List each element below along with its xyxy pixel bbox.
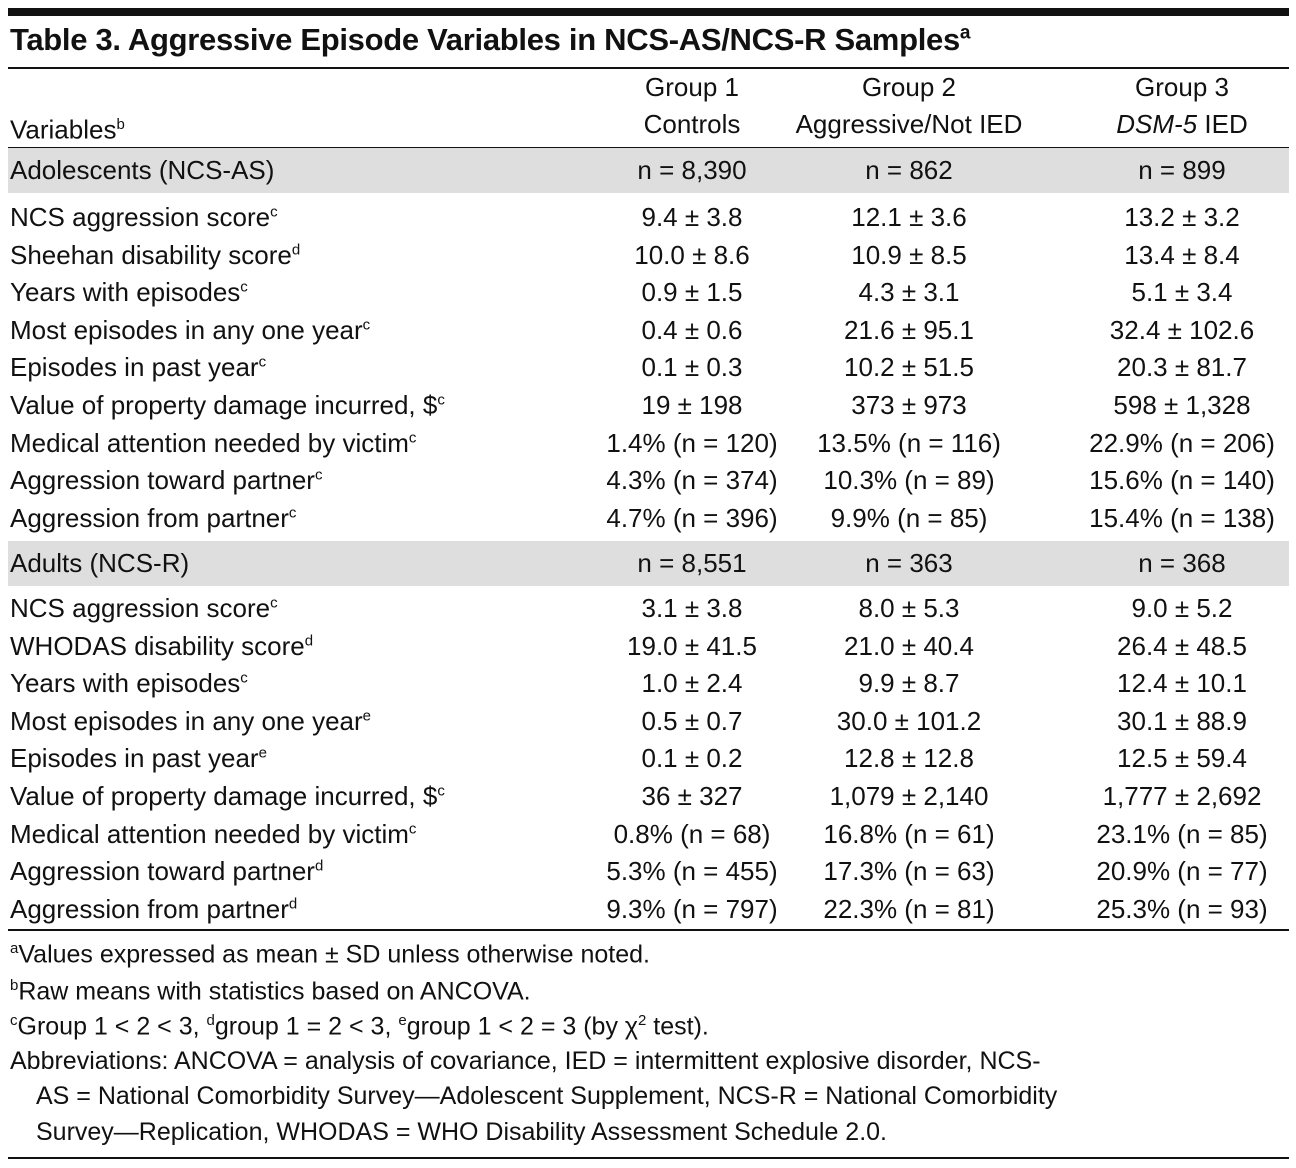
row-label-text: Value of property damage incurred, $ — [10, 781, 438, 811]
cell-group2: 10.2 ± 51.5 — [844, 352, 974, 382]
section-n-group3: n = 899 — [1138, 155, 1226, 185]
abbreviations-line3: Survey—Replication, WHODAS = WHO Disability Assessment Schedule 2.0. — [36, 1118, 888, 1146]
chi-square-exponent: 2 — [638, 1012, 647, 1029]
row-label-text: NCS aggression score — [10, 202, 271, 232]
footnote-c-mark: c — [10, 1012, 18, 1029]
cell-group3: 32.4 ± 102.6 — [1109, 315, 1255, 345]
cell-group3: 13.2 ± 3.2 — [1124, 202, 1240, 232]
section-n-group2: n = 862 — [865, 155, 953, 185]
header-variables-label: Variables — [10, 114, 117, 145]
footnote-b-text: Raw means with statistics based on ANCOVA. — [18, 977, 531, 1006]
row-label — [10, 668, 248, 699]
footnote-b-mark: b — [10, 977, 19, 994]
cell-group2: 9.9% (n = 85) — [830, 503, 988, 533]
abbreviations-line1: Abbreviations: ANCOVA = analysis of covariance, IED = intermittent explosive disorder, NCS- — [10, 1047, 1041, 1075]
row-footnote-mark: c — [437, 782, 445, 800]
cell-group1: 9.4 ± 3.8 — [641, 202, 743, 232]
table-title-text: Table 3. Aggressive Episode Variables in NCS-AS/NCS-R Samples — [10, 22, 960, 57]
cell-group3: 20.9% (n = 77) — [1096, 856, 1268, 886]
cell-group1: 1.4% (n = 120) — [606, 428, 778, 458]
cell-group3: 25.3% (n = 93) — [1096, 894, 1268, 924]
row-label-text: Episodes in past year — [10, 352, 259, 382]
row-footnote-mark: c — [270, 203, 278, 221]
cell-group3: 12.4 ± 10.1 — [1117, 668, 1247, 698]
row-footnote-mark: d — [291, 241, 301, 259]
footnote-e-text: group 1 < 2 = 3 (by χ — [406, 1012, 639, 1041]
cell-group1: 0.9 ± 1.5 — [641, 277, 743, 307]
row-footnote-mark: d — [304, 632, 314, 650]
section-title: Adults (NCS-R) — [10, 548, 190, 578]
row-footnote-mark: c — [240, 278, 248, 296]
row-label — [10, 819, 416, 850]
footnote-a-mark: a — [10, 940, 19, 957]
cell-group3: 30.1 ± 88.9 — [1117, 706, 1247, 736]
cell-group3: 22.9% (n = 206) — [1089, 428, 1275, 458]
header-group3 — [1033, 69, 1296, 143]
footnote-c-text: Group 1 < 2 < 3, — [17, 1012, 207, 1041]
header-variables — [10, 106, 125, 149]
cell-group2: 4.3 ± 3.1 — [858, 277, 960, 307]
cell-group2: 16.8% (n = 61) — [823, 819, 995, 849]
row-label — [10, 465, 322, 496]
row-label — [10, 390, 445, 421]
row-label — [10, 631, 313, 662]
footnote-e-mark: e — [398, 1012, 407, 1029]
row-label — [10, 277, 248, 308]
cell-group3: 15.6% (n = 140) — [1089, 465, 1275, 495]
cell-group3: 1,777 ± 2,692 — [1102, 781, 1262, 811]
row-label — [10, 352, 266, 383]
abbreviations-line2: AS = National Comorbidity Survey—Adolescent Supplement, NCS-R = National Comorbidity — [36, 1082, 1058, 1110]
header-group1-line2: Controls — [643, 109, 741, 139]
header-group2-line1: Group 2 — [862, 72, 956, 102]
cell-group1: 0.5 ± 0.7 — [641, 706, 743, 736]
row-footnote-mark: d — [314, 857, 324, 875]
header-group3-line1: Group 3 — [1135, 72, 1229, 102]
row-footnote-mark: c — [270, 594, 278, 612]
header-group1-line1: Group 1 — [645, 72, 739, 102]
title-footnote-mark: a — [959, 22, 971, 44]
footnote-a — [10, 940, 650, 969]
cell-group2: 22.3% (n = 81) — [823, 894, 995, 924]
cell-group3: 15.4% (n = 138) — [1089, 503, 1275, 533]
table-bottom-rule — [8, 929, 1289, 931]
cell-group1: 5.3% (n = 455) — [606, 856, 778, 886]
cell-group3: 598 ± 1,328 — [1113, 390, 1251, 420]
cell-group1: 9.3% (n = 797) — [606, 894, 778, 924]
header-variables-mark: b — [116, 116, 125, 133]
cell-group3: 9.0 ± 5.2 — [1131, 593, 1233, 623]
section-title: Adolescents (NCS-AS) — [10, 155, 275, 185]
cell-group3: 23.1% (n = 85) — [1096, 819, 1268, 849]
footnote-e-tail: test). — [646, 1012, 709, 1041]
table-title — [10, 22, 970, 58]
row-footnote-mark: c — [258, 353, 267, 371]
footnote-bottom-rule — [8, 1157, 1289, 1159]
cell-group2: 30.0 ± 101.2 — [836, 706, 982, 736]
cell-group3: 20.3 ± 81.7 — [1117, 352, 1247, 382]
row-footnote-mark: e — [258, 744, 267, 762]
row-label-text: Most episodes in any one year — [10, 706, 363, 736]
footnote-a-text: Values expressed as mean ± SD unless otherwise noted. — [18, 940, 650, 969]
row-label — [10, 894, 297, 925]
row-footnote-mark: c — [362, 316, 371, 334]
cell-group1: 1.0 ± 2.4 — [641, 668, 743, 698]
footnote-cde — [10, 1012, 709, 1041]
cell-group2: 21.0 ± 40.4 — [844, 631, 974, 661]
row-label-text: Aggression from partner — [10, 894, 289, 924]
row-footnote-mark: c — [408, 820, 417, 838]
cell-group2: 17.3% (n = 63) — [823, 856, 995, 886]
cell-group1: 0.4 ± 0.6 — [641, 315, 743, 345]
header-group3-dsm: DSM-5 — [1116, 109, 1198, 139]
row-footnote-mark: c — [437, 391, 445, 409]
row-label-text: Most episodes in any one year — [10, 315, 363, 345]
row-label — [10, 781, 445, 812]
row-footnote-mark: c — [288, 504, 297, 522]
row-label — [10, 240, 300, 271]
row-label-text: Aggression toward partner — [10, 856, 315, 886]
header-group2-line2: Aggressive/Not IED — [795, 109, 1023, 139]
cell-group1: 19 ± 198 — [641, 390, 743, 420]
row-footnote-mark: c — [240, 669, 248, 687]
cell-group1: 0.1 ± 0.2 — [641, 743, 743, 773]
row-label — [10, 856, 323, 887]
cell-group1: 19.0 ± 41.5 — [627, 631, 757, 661]
header-group3-line2 — [1033, 106, 1296, 143]
top-rule — [8, 8, 1289, 16]
cell-group3: 13.4 ± 8.4 — [1124, 240, 1240, 270]
row-label — [10, 428, 416, 459]
row-footnote-mark: d — [288, 895, 298, 913]
row-label — [10, 743, 267, 774]
row-label-text: Aggression from partner — [10, 503, 289, 533]
cell-group2: 12.8 ± 12.8 — [844, 743, 974, 773]
footnote-b — [10, 977, 531, 1006]
cell-group1: 10.0 ± 8.6 — [634, 240, 750, 270]
cell-group3: 26.4 ± 48.5 — [1117, 631, 1247, 661]
cell-group1: 36 ± 327 — [641, 781, 743, 811]
cell-group2: 8.0 ± 5.3 — [858, 593, 960, 623]
footnote-d-mark: d — [206, 1012, 215, 1029]
cell-group2: 10.3% (n = 89) — [823, 465, 995, 495]
row-label — [10, 202, 278, 233]
cell-group1: 4.3% (n = 374) — [606, 465, 778, 495]
cell-group2: 1,079 ± 2,140 — [829, 781, 989, 811]
header-group3-ied: IED — [1197, 109, 1248, 139]
cell-group2: 13.5% (n = 116) — [817, 428, 1001, 458]
footnote-d-text: group 1 = 2 < 3, — [214, 1012, 399, 1041]
row-label-text: WHODAS disability score — [10, 631, 305, 661]
cell-group2: 21.6 ± 95.1 — [844, 315, 974, 345]
section-n-group1: n = 8,390 — [637, 155, 747, 185]
cell-group2: 373 ± 973 — [851, 390, 967, 420]
cell-group3: 5.1 ± 3.4 — [1131, 277, 1233, 307]
row-label-text: Aggression toward partner — [10, 465, 315, 495]
section-n-group2: n = 363 — [865, 548, 953, 578]
row-footnote-mark: c — [314, 466, 323, 484]
row-label-text: Sheehan disability score — [10, 240, 292, 270]
row-label-text: Medical attention needed by victim — [10, 819, 409, 849]
row-label — [10, 503, 296, 534]
header-group2 — [755, 69, 1063, 143]
row-label — [10, 706, 371, 737]
section-n-group3: n = 368 — [1138, 548, 1226, 578]
row-label-text: Years with episodes — [10, 277, 241, 307]
cell-group1: 3.1 ± 3.8 — [641, 593, 743, 623]
row-footnote-mark: c — [408, 429, 417, 447]
row-footnote-mark: e — [362, 707, 371, 725]
cell-group2: 9.9 ± 8.7 — [858, 668, 960, 698]
cell-group1: 0.8% (n = 68) — [613, 819, 771, 849]
row-label-text: Medical attention needed by victim — [10, 428, 409, 458]
cell-group3: 12.5 ± 59.4 — [1117, 743, 1247, 773]
cell-group2: 12.1 ± 3.6 — [851, 202, 967, 232]
cell-group2: 10.9 ± 8.5 — [851, 240, 967, 270]
row-label — [10, 315, 370, 346]
row-label-text: Years with episodes — [10, 668, 241, 698]
row-label-text: Value of property damage incurred, $ — [10, 390, 438, 420]
section-n-group1: n = 8,551 — [637, 548, 747, 578]
cell-group1: 0.1 ± 0.3 — [641, 352, 743, 382]
row-label-text: Episodes in past year — [10, 743, 259, 773]
cell-group1: 4.7% (n = 396) — [606, 503, 778, 533]
row-label-text: NCS aggression score — [10, 593, 271, 623]
row-label — [10, 593, 278, 624]
